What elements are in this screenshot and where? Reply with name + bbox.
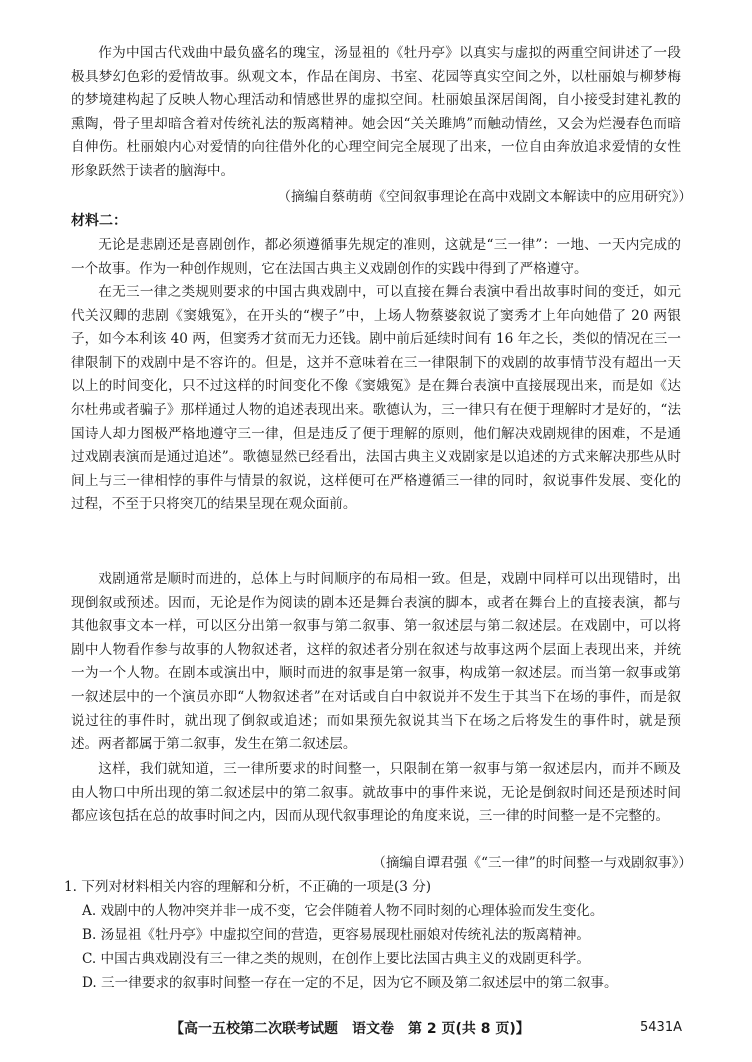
source-citation-1: （摘编自蔡萌萌《空间叙事理论在高中戏剧文本解读中的应用研究》） [277,189,692,205]
option-b: B. 汤显祖《牡丹亭》中虚拟空间的营造，更容易展现杜丽娘对传统礼法的叛离精神。 [82,927,591,943]
footer-code: 5431A [640,1020,682,1035]
passage-paragraph-4: 戏剧通常是顺时而进的，总体上与时间顺序的布局相一致。但是，戏剧中同样可以出现错时，出现倒叙或预述。因而，无论是作为阅读的剧本还是舞台表演的脚本，或者在舞台上的直接表演，都与其他叙事文本一样，可以区分出第一叙事与第二叙事、第一叙述层与第二叙述层。在戏剧中，可以将剧中人物看作参与故事的人物叙述者，这样的叙述者分别在叙述与故事这两个层面上表现出来，并统一为一个人物。在剧本或演出中，顺时而进的叙事是第一叙事，构成第一叙述层。而当第一叙事或第一叙述层中的一个演员亦即“人物叙述者”在对话或自白中叙说并不发生于其当下在场的事件，而是叙说过往的事件时，就出现了倒叙或追述；而如果预先叙说其当下在场之后将发生的事件时，就是预述。两者都属于第二叙事，发生在第二叙述层。 [71,571,681,753]
option-a: A. 戏剧中的人物冲突并非一成不变，它会伴随着人物不同时刻的心理体验而发生变化。 [82,903,604,919]
option-c: C. 中国古典戏剧没有三一律之类的规则，在创作上要比法国古典主义的戏剧更科学。 [82,951,590,967]
passage-paragraph-5: 这样，我们就知道，三一律所要求的时间整一，只限制在第一叙事与第一叙述层内，而并不顾及由人物口中所出现的第二叙述层中的第二叙事。就故事中的事件来说，无论是倒叙时间还是预述时间都应该包括在总的故事时间之内，因而从现代叙事理论的角度来说，三一律的时间整一是不完整的。 [71,761,681,825]
source-citation-2: （摘编自谭君强《“三一律”的时间整一与戏剧叙事》） [372,855,692,871]
material-two-heading: 材料二： [71,213,127,229]
passage-paragraph-1: 作为中国古代戏曲中最负盛名的瑰宝，汤显祖的《牡丹亭》以真实与虚拟的两重空间讲述了一段极具梦幻色彩的爱情故事。纵观文本，作品在闺房、书室、花园等真实空间之外，以杜丽娘与柳梦梅的梦境建构起了反映人物心理活动和情感世界的虚拟空间。杜丽娘虽深居闺阁，自小接受封建礼教的熏陶，骨子里却暗含着对传统礼法的叛离精神。她会因“关关雎鸠”而触动情丝，又会为烂漫春色而暗自伸伤。杜丽娘内心对爱情的向往借外化的心理空间完全展现了出来，一位自由奔放追求爱情的女性形象跃然于读者的脑海中。 [71,45,681,179]
passage-paragraph-3: 在无三一律之类规则要求的中国古典戏剧中，可以直接在舞台表演中看出故事时间的变迁，如元代关汉卿的悲剧《窦娥冤》，在开头的“楔子”中，上场人物蔡婆叙说了窦秀才上年向她借了 20 两银子，如今本利该 40 两，但窦秀才贫而无力还钱。剧中前后延续时间有 16 年之长，类似的情况在三一律限制下的戏剧中是不容许的。但是，这并不意味着在三一律限制下的戏剧的故事情节没有超出一天以上的时间变化，只不过这样的时间变化不像《窦娥冤》是在舞台表演中直接展现出来，而是如《达尔杜弗或者骗子》那样通过人物的追述表现出来。歌德认为，三一律只有在便于理解时才是好的，“法国诗人却力图极严格地遵守三一律，但是违反了便于理解的原则，他们解决戏剧规律的困难，不是通过戏剧表演而是通过追述”。歌德显然已经看出，法国古典主义戏剧家是以追述的方式来解决那些从时间上与三一律相悖的事件与情景的叙说，这样便可在严格遵循三一律的同时，叙说事件发展、变化的过程，不至于只将突兀的结果呈现在观众面前。 [71,284,681,513]
question-stem: 1. 下列对材料相关内容的理解和分析，不正确的一项是(3 分) [64,879,432,895]
page-footer [0,1018,752,1042]
passage-paragraph-2: 无论是悲剧还是喜剧创作，都必须遵循事先规定的准则，这就是“三一律”：一地、一天内完成的一个故事。作为一种创作规则，它在法国古典主义戏剧创作的实践中得到了严格遵守。 [71,237,681,277]
option-d: D. 三一律要求的叙事时间整一存在一定的不足，因为它不顾及第二叙述层中的第二叙事。 [82,975,618,991]
footer-exam-title: 【高一五校第二次联考试题 语文卷 第 2 页(共 8 页)】 [170,1021,530,1037]
